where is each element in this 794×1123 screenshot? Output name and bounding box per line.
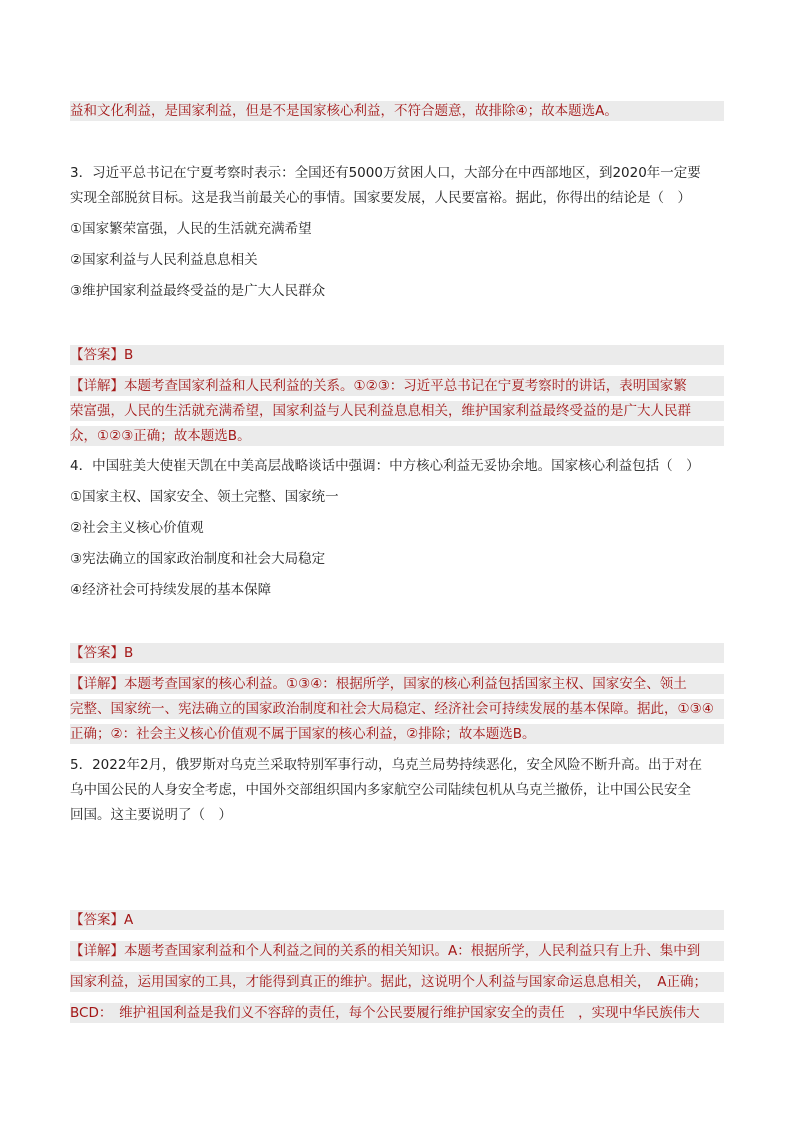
q5-explanation-line-2: 国家利益，运用国家的工具，才能得到真正的维护。据此，这说明个人利益与国家命运息息相关， A正确； [70,972,724,992]
q3-statement-2: ②国家利益与人民利益息息相关 [70,252,258,268]
q3-explanation-line-3: 众，①②③正确；故本题选B。 [70,426,724,446]
q5-answer: 【答案】A [70,910,724,930]
q3-explanation-line-1: 【详解】本题考查国家利益和人民利益的关系。①②③：习近平总书记在宁夏考察时的讲话，表明国家繁 [70,376,724,396]
q5-explanation-line-1: 【详解】本题考查国家利益和个人利益之间的关系的相关知识。A：根据所学，人民利益只有上升、集中到 [70,941,724,961]
q3-explanation-line-2: 荣富强，人民的生活就充满希望，国家利益与人民利益息息相关，维护国家利益最终受益的是广大人民群 [70,401,724,421]
prev-explanation-tail: 益和文化利益，是国家利益，但是不是国家核心利益，不符合题意，故排除④；故本题选A。 [70,101,724,121]
q3-statement-1: ①国家繁荣富强，人民的生活就充满希望 [70,221,312,237]
q3-stem-line-1: 3．习近平总书记在宁夏考察时表示：全国还有5000万贫困人口，大部分在中西部地区，到2020年一定要 [70,165,701,181]
q5-stem-line-2: 乌中国公民的人身安全考虑，中国外交部组织国内多家航空公司陆续包机从乌克兰撤侨，让中国公民安全 [70,782,691,798]
q5-stem-line-3: 回国。这主要说明了（ ） [70,807,232,823]
q3-answer: 【答案】B [70,345,724,365]
q3-stem-line-2: 实现全部脱贫目标。这是我当前最关心的事情。国家要发展，人民要富裕。据此，你得出的结论是（ ） [70,190,691,206]
q4-statement-1: ①国家主权、国家安全、领土完整、国家统一 [70,489,339,505]
q4-statement-3: ③宪法确立的国家政治制度和社会大局稳定 [70,551,326,567]
q4-answer: 【答案】B [70,643,724,663]
q5-stem-line-1: 5．2022年2月，俄罗斯对乌克兰采取特别军事行动，乌克兰局势持续恶化，安全风险不断升高。出于对在 [70,757,703,773]
q4-explanation-line-2: 完整、国家统一、宪法确立的国家政治制度和社会大局稳定、经济社会可持续发展的基本保障。据此，①③④ [70,699,724,719]
q3-statement-3: ③维护国家利益最终受益的是广大人民群众 [70,283,326,299]
q5-explanation-line-3: BCD： 维护祖国利益是我们义不容辞的责任，每个公民要履行维护国家安全的责任 ，实现中华民族伟大 [70,1003,724,1023]
q4-stem-line-1: 4．中国驻美大使崔天凯在中美高层战略谈话中强调：中方核心利益无妥协余地。国家核心利益包括（ ） [70,458,700,474]
q4-statement-2: ②社会主义核心价值观 [70,520,204,536]
q4-statement-4: ④经济社会可持续发展的基本保障 [70,582,272,598]
q4-explanation-line-3: 正确；②：社会主义核心价值观不属于国家的核心利益，②排除；故本题选B。 [70,724,724,744]
q4-explanation-line-1: 【详解】本题考查国家的核心利益。①③④：根据所学，国家的核心利益包括国家主权、国家安全、领土 [70,674,724,694]
